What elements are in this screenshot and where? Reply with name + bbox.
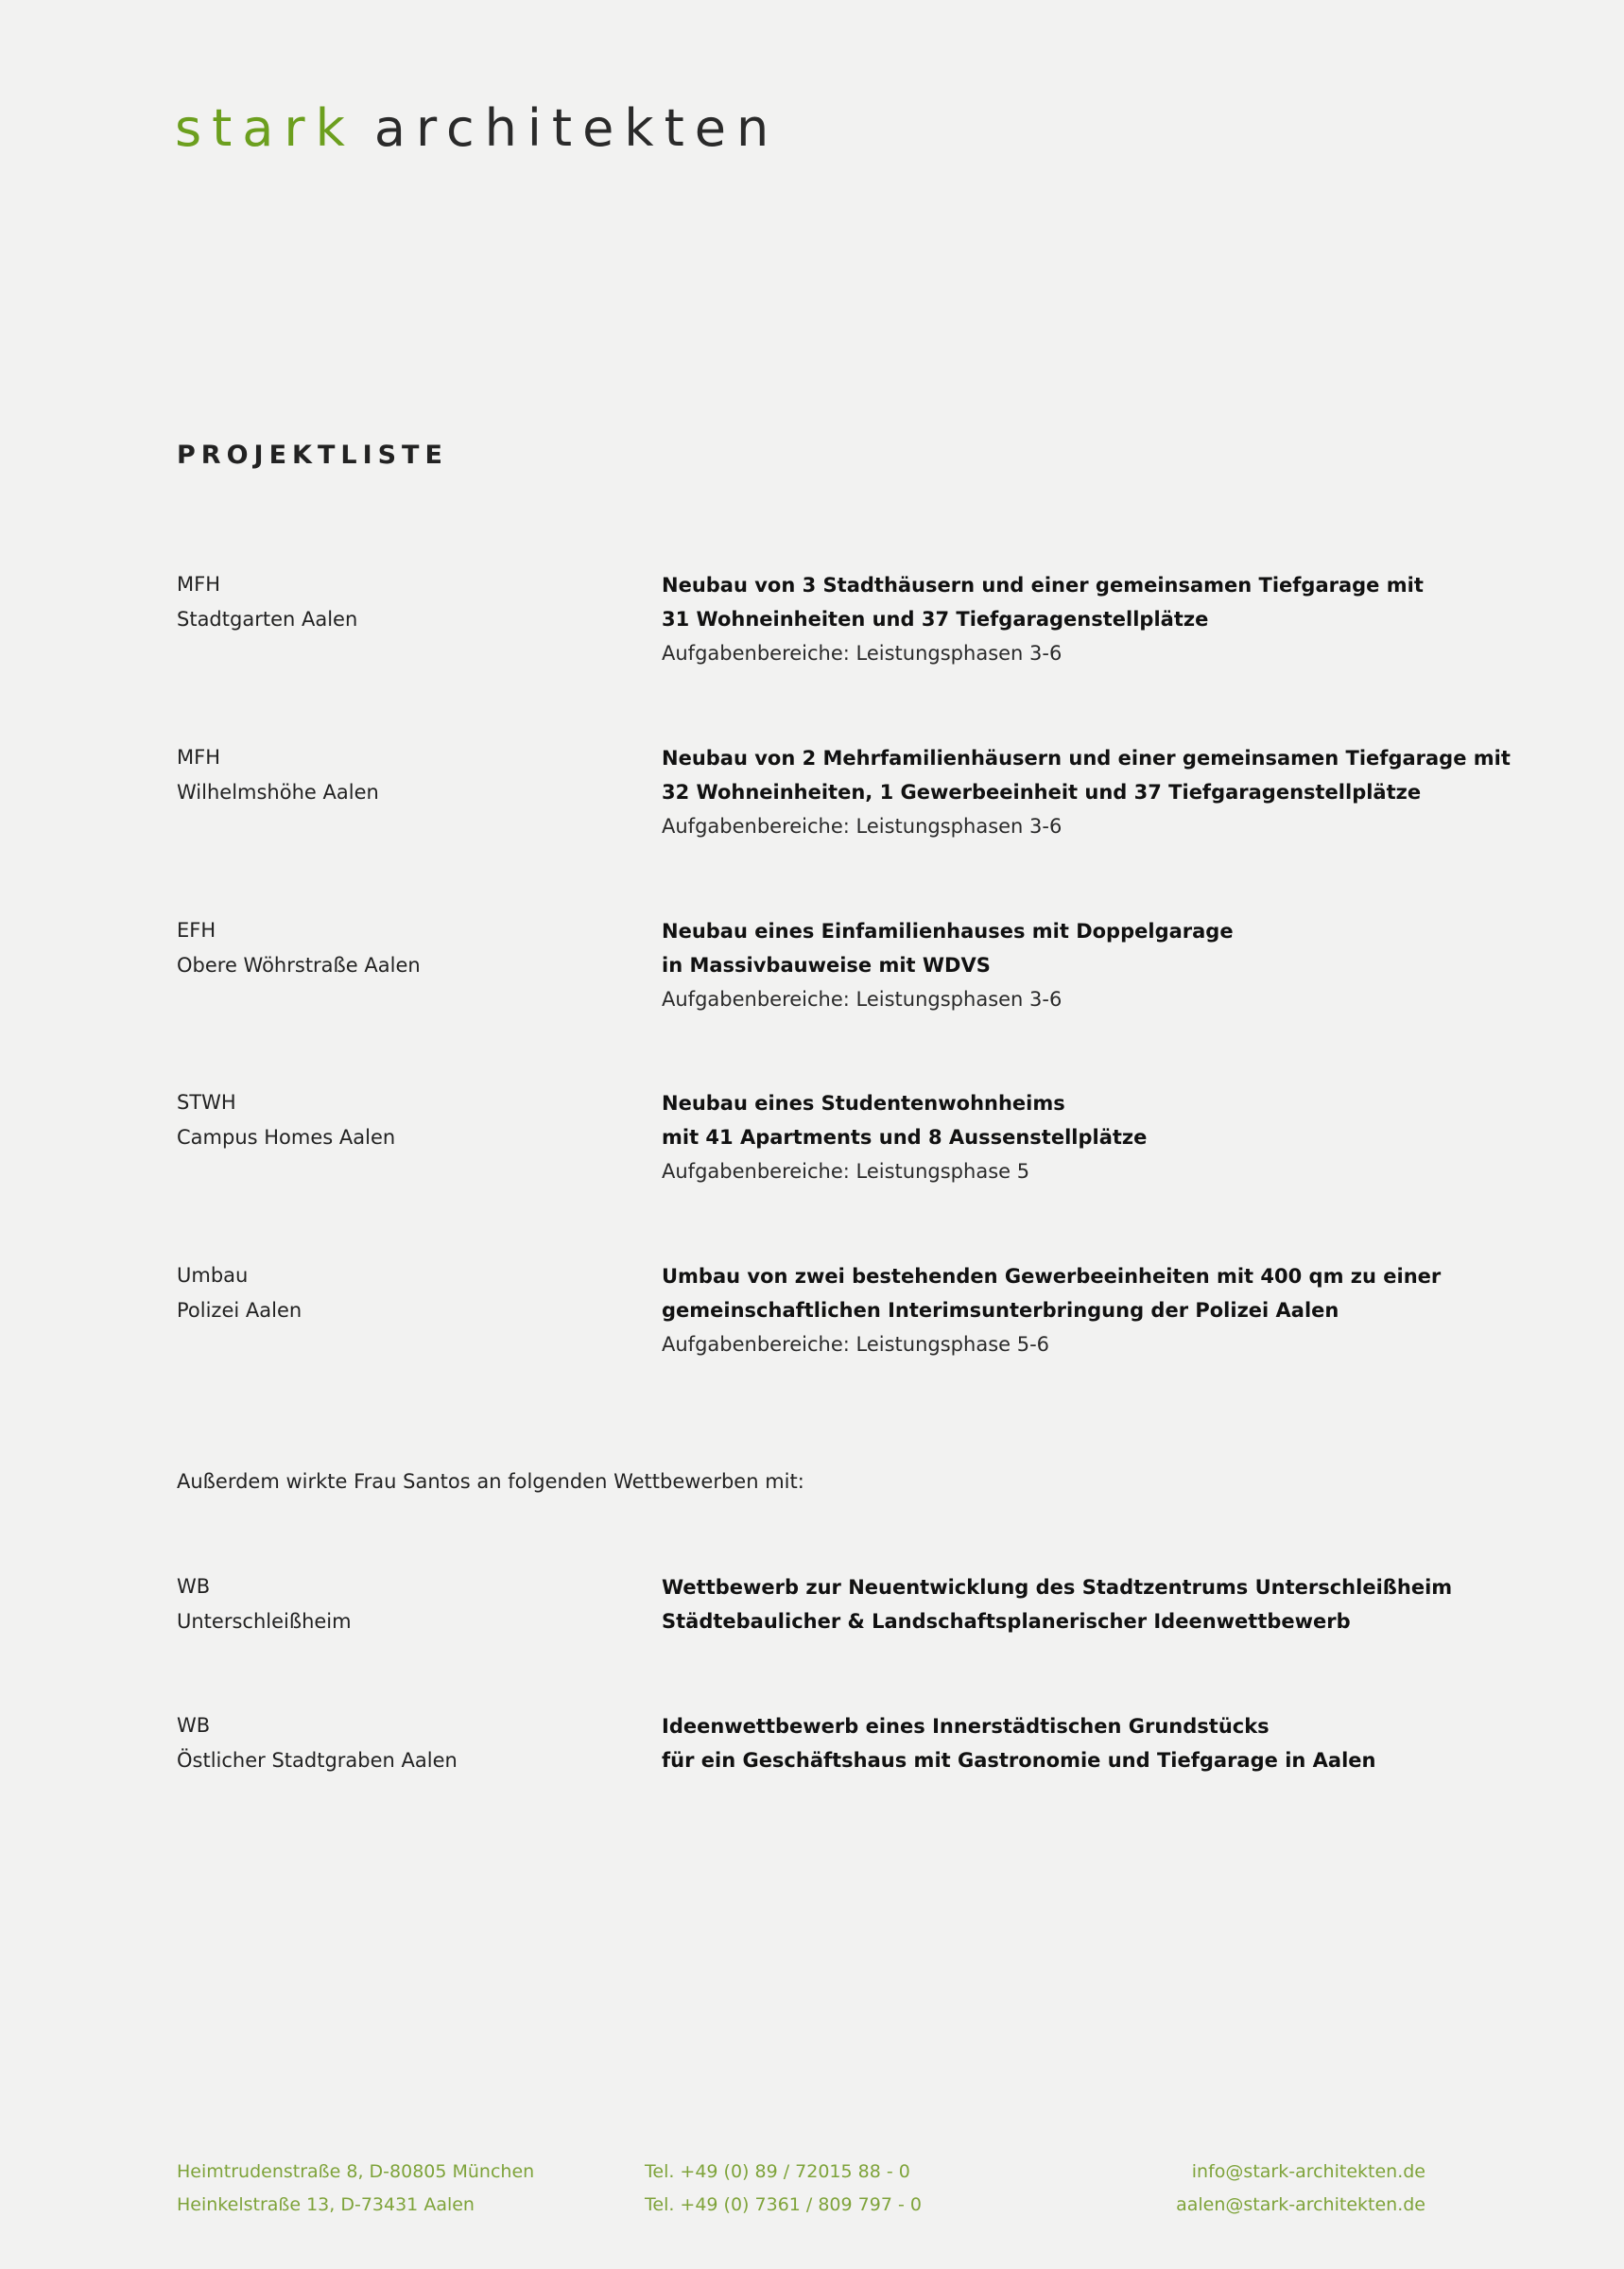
project-tasks: Aufgabenbereiche: Leistungsphasen 3-6 [662, 815, 1063, 838]
footer-address-munich: Heimtrudenstraße 8, D-80805 München [177, 2161, 535, 2182]
project-location: Polizei Aalen [177, 1299, 302, 1322]
project-description-line1: Umbau von zwei bestehenden Gewerbeeinheiten mit 400 qm zu einer [662, 1265, 1442, 1288]
project-tasks: Aufgabenbereiche: Leistungsphase 5-6 [662, 1333, 1050, 1356]
project-location: Wilhelmshöhe Aalen [177, 781, 379, 804]
footer-email-aalen[interactable]: aalen@stark-architekten.de [1176, 2194, 1425, 2215]
project-location: Stadtgarten Aalen [177, 608, 358, 631]
page-title: PROJEKTLISTE [177, 441, 448, 470]
footer-address-aalen: Heinkelstraße 13, D-73431 Aalen [177, 2194, 475, 2215]
footer-email-info[interactable]: info@stark-architekten.de [1191, 2161, 1425, 2182]
competition-type: WB [177, 1575, 211, 1598]
project-tasks: Aufgabenbereiche: Leistungsphasen 3-6 [662, 988, 1063, 1011]
competition-description-line1: Ideenwettbewerb eines Innerstädtischen Grundstücks [662, 1715, 1270, 1738]
project-location: Campus Homes Aalen [177, 1126, 396, 1149]
project-tasks: Aufgabenbereiche: Leistungsphase 5 [662, 1160, 1030, 1183]
footer-phone-munich: Tel. +49 (0) 89 / 72015 88 - 0 [645, 2161, 910, 2182]
project-description-line1: Neubau von 2 Mehrfamilienhäusern und einer gemeinsamen Tiefgarage mit [662, 747, 1511, 770]
competition-description-line2: für ein Geschäftshaus mit Gastronomie und Tiefgarage in Aalen [662, 1749, 1376, 1772]
logo-rest: architekten [373, 98, 780, 158]
project-type: MFH [177, 746, 220, 769]
project-description-line1: Neubau eines Einfamilienhauses mit Doppelgarage [662, 920, 1234, 943]
project-description-line2: mit 41 Apartments und 8 Aussenstellplätze [662, 1126, 1148, 1149]
company-logo [175, 98, 779, 158]
footer-addresses [177, 2156, 534, 2222]
project-type: EFH [177, 919, 216, 942]
project-description-line1: Neubau von 3 Stadthäusern und einer gemeinsamen Tiefgarage mit [662, 574, 1424, 597]
project-description-line2: 31 Wohneinheiten und 37 Tiefgaragenstellplätze [662, 608, 1209, 631]
competitions-intro: Außerdem wirkte Frau Santos an folgenden Wettbewerben mit: [177, 1470, 804, 1493]
project-tasks: Aufgabenbereiche: Leistungsphasen 3-6 [662, 642, 1063, 665]
project-location: Obere Wöhrstraße Aalen [177, 954, 421, 977]
project-type: MFH [177, 573, 220, 596]
footer-phones [645, 2156, 922, 2222]
project-description-line2: 32 Wohneinheiten, 1 Gewerbeeinheit und 37 Tiefgaragenstellplätze [662, 781, 1422, 804]
project-description-line2: gemeinschaftlichen Interimsunterbringung der Polizei Aalen [662, 1299, 1339, 1322]
project-description-line1: Neubau eines Studentenwohnheims [662, 1092, 1065, 1115]
competition-type: WB [177, 1714, 211, 1737]
project-type: Umbau [177, 1264, 249, 1287]
competition-description-line1: Wettbewerb zur Neuentwicklung des Stadtzentrums Unterschleißheim [662, 1576, 1453, 1599]
competition-description-line2: Städtebaulicher & Landschaftsplanerischer Ideenwettbewerb [662, 1610, 1351, 1633]
competition-location: Unterschleißheim [177, 1610, 352, 1633]
project-type: STWH [177, 1091, 236, 1114]
footer-phone-aalen: Tel. +49 (0) 7361 / 809 797 - 0 [645, 2194, 922, 2215]
logo-brand: stark [175, 98, 355, 158]
project-description-line2: in Massivbauweise mit WDVS [662, 954, 991, 977]
competition-location: Östlicher Stadtgraben Aalen [177, 1749, 458, 1772]
footer-emails [1176, 2156, 1425, 2222]
